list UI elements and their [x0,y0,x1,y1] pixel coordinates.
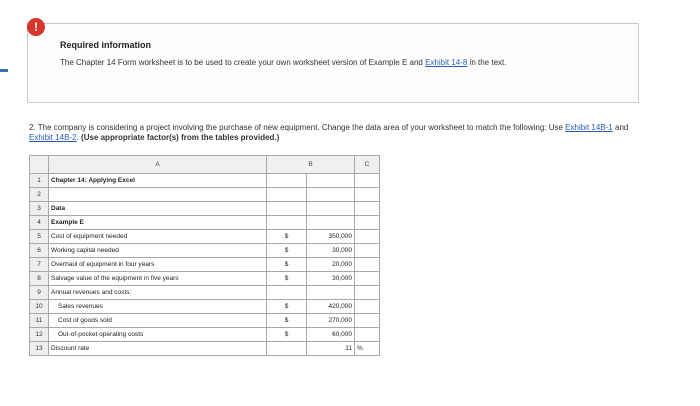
dollar-sign-cell[interactable] [267,188,307,202]
sheet-row [30,300,380,314]
question-text [29,123,649,143]
value-cell[interactable]: 11 [307,342,355,356]
sheet-row [30,342,380,356]
row-number[interactable]: 9 [30,286,49,300]
question-and: and [612,123,629,132]
row-number[interactable]: 6 [30,244,49,258]
value-cell[interactable] [307,202,355,216]
column-c-cell[interactable] [355,174,380,188]
row-number[interactable]: 11 [30,314,49,328]
sheet-row [30,188,380,202]
dollar-sign-cell[interactable] [267,174,307,188]
sheet-row [30,230,380,244]
row-number[interactable]: 1 [30,174,49,188]
value-cell[interactable]: 30,000 [307,272,355,286]
label-cell[interactable]: Overhaul of equipment in four years [49,258,267,272]
exhibit-14-8-link[interactable]: Exhibit 14-8 [425,58,468,67]
dollar-sign-cell[interactable]: $ [267,230,307,244]
excel-worksheet [29,155,380,356]
dollar-sign-cell[interactable]: $ [267,300,307,314]
dollar-sign-cell[interactable] [267,286,307,300]
label-cell[interactable]: Out-of-pocket operating costs [49,328,267,342]
sheet-row [30,272,380,286]
label-cell[interactable]: Cost of equipment needed [49,230,267,244]
row-number[interactable]: 5 [30,230,49,244]
sheet-row [30,258,380,272]
label-cell[interactable]: Chapter 14: Applying Excel [49,174,267,188]
question-period: . [76,133,82,142]
sheet-row [30,314,380,328]
row-number[interactable]: 2 [30,188,49,202]
sheet-row [30,244,380,258]
value-cell[interactable]: 420,000 [307,300,355,314]
label-cell[interactable] [49,188,267,202]
label-cell[interactable]: Data [49,202,267,216]
value-cell[interactable]: 20,000 [307,258,355,272]
label-cell[interactable]: Cost of goods sold [49,314,267,328]
column-c-cell[interactable] [355,328,380,342]
column-c-cell[interactable] [355,286,380,300]
sheet-row [30,216,380,230]
row-number[interactable]: 4 [30,216,49,230]
column-c-cell[interactable]: % [355,342,380,356]
label-cell[interactable]: Annual revenues and costs: [49,286,267,300]
value-cell[interactable] [307,216,355,230]
label-cell[interactable]: Salvage value of the equipment in five years [49,272,267,286]
row-number[interactable]: 12 [30,328,49,342]
value-cell[interactable]: 350,000 [307,230,355,244]
info-title: Required information [60,40,152,50]
row-number[interactable]: 7 [30,258,49,272]
value-cell[interactable] [307,174,355,188]
value-cell[interactable] [307,286,355,300]
column-header-a[interactable]: A [49,156,267,174]
info-text-after: in the text. [467,58,507,67]
dollar-sign-cell[interactable]: $ [267,328,307,342]
value-cell[interactable]: 270,000 [307,314,355,328]
dollar-sign-cell[interactable]: $ [267,244,307,258]
column-c-cell[interactable] [355,230,380,244]
label-cell[interactable]: Example E [49,216,267,230]
dollar-sign-cell[interactable]: $ [267,258,307,272]
row-number[interactable]: 13 [30,342,49,356]
value-cell[interactable]: 30,000 [307,244,355,258]
column-c-cell[interactable] [355,216,380,230]
column-header-row [30,156,380,174]
row-number[interactable]: 10 [30,300,49,314]
question-instruction: (Use appropriate factor(s) from the tables provided.) [81,133,280,142]
dollar-sign-cell[interactable]: $ [267,314,307,328]
column-header-b[interactable]: B [267,156,355,174]
info-text-before: The Chapter 14 Form worksheet is to be used to create your own worksheet version of Example E and [60,58,426,67]
label-cell[interactable]: Discount rate [49,342,267,356]
column-c-cell[interactable] [355,244,380,258]
sidebar-accent [0,69,8,72]
sheet-row [30,328,380,342]
row-number[interactable]: 8 [30,272,49,286]
exhibit-14b-2-link[interactable]: Exhibit 14B-2 [29,133,77,142]
label-cell[interactable]: Working capital needed [49,244,267,258]
column-c-cell[interactable] [355,188,380,202]
column-c-cell[interactable] [355,258,380,272]
question-part1: 2. The company is considering a project involving the purchase of new equipment. Change the data area of your worksheet to match the following: Use [29,123,566,132]
value-cell[interactable]: 60,000 [307,328,355,342]
sheet-row [30,202,380,216]
label-cell[interactable]: Sales revenues [49,300,267,314]
row-number[interactable]: 3 [30,202,49,216]
sheet-row [30,174,380,188]
alert-icon: ! [27,18,45,36]
dollar-sign-cell[interactable] [267,342,307,356]
column-c-cell[interactable] [355,202,380,216]
info-text [60,58,620,68]
sheet-row [30,286,380,300]
corner-cell [30,156,49,174]
column-c-cell[interactable] [355,300,380,314]
column-header-c[interactable]: C [355,156,380,174]
exhibit-14b-1-link[interactable]: Exhibit 14B-1 [565,123,613,132]
dollar-sign-cell[interactable]: $ [267,272,307,286]
column-c-cell[interactable] [355,272,380,286]
dollar-sign-cell[interactable] [267,216,307,230]
value-cell[interactable] [307,188,355,202]
dollar-sign-cell[interactable] [267,202,307,216]
column-c-cell[interactable] [355,314,380,328]
